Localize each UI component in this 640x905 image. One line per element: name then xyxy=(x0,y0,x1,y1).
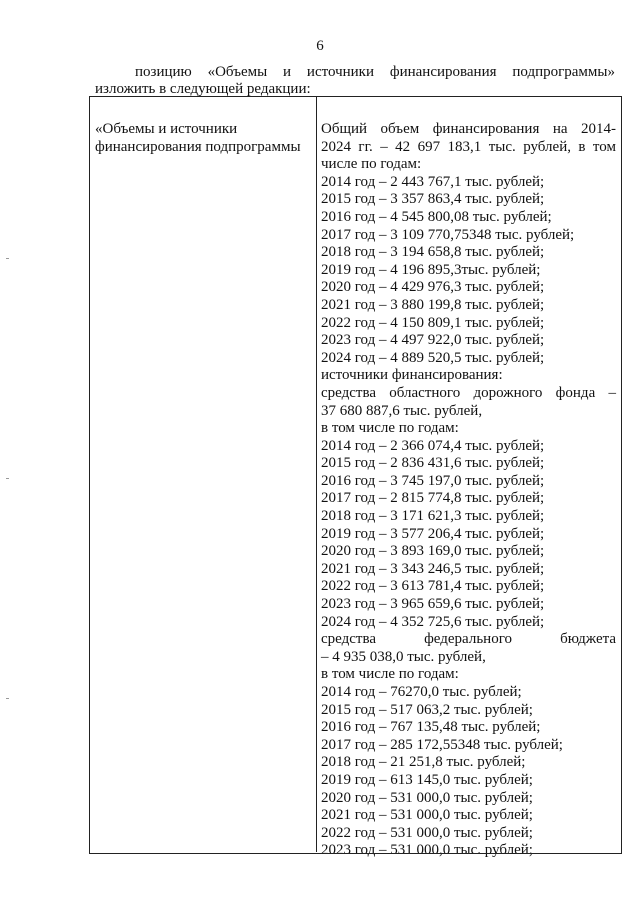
year-line: 2021 год – 531 000,0 тыс. рублей; xyxy=(321,807,533,824)
total-line-2: 2024 гг. – 42 697 183,1 тыс. рублей, в том xyxy=(321,138,616,155)
year-line: 2016 год – 3 745 197,0 тыс. рублей; xyxy=(321,472,545,489)
year-line: 2014 год – 2 366 074,4 тыс. рублей; xyxy=(321,437,545,454)
year-line: 2015 год – 517 063,2 тыс. рублей; xyxy=(321,701,533,718)
road-fund-by-year-list xyxy=(321,438,616,632)
total-by-year-list xyxy=(321,174,616,368)
year-line: 2014 год – 76270,0 тыс. рублей; xyxy=(321,684,522,700)
intro-line-1: позицию «Объемы и источники финансирования подпрограммы» xyxy=(135,64,615,80)
federal-line-2: – 4 935 038,0 тыс. рублей, xyxy=(321,648,486,665)
year-line: 2019 год – 3 577 206,4 тыс. рублей; xyxy=(321,525,545,542)
year-line: 2020 год – 4 429 976,3 тыс. рублей; xyxy=(321,279,545,296)
year-line: 2017 год – 285 172,55348 тыс. рублей; xyxy=(321,736,563,753)
year-line: 2019 год – 613 145,0 тыс. рублей; xyxy=(321,771,533,788)
year-line: 2015 год – 2 836 431,6 тыс. рублей; xyxy=(321,455,545,472)
year-line: 2017 год – 2 815 774,8 тыс. рублей; xyxy=(321,490,545,507)
page-number: 6 xyxy=(316,38,324,54)
year-line: 2018 год – 21 251,8 тыс. рублей; xyxy=(321,754,526,771)
year-line: 2023 год – 3 965 659,6 тыс. рублей; xyxy=(321,596,545,613)
year-line: 2016 год – 767 135,48 тыс. рублей; xyxy=(321,719,541,736)
road-fund-line-2: 37 680 887,6 тыс. рублей, xyxy=(321,402,483,419)
federal-by-year-list xyxy=(321,684,616,860)
year-line: 2019 год – 4 196 895,3тыс. рублей; xyxy=(321,261,541,278)
scan-edge-mark xyxy=(6,698,9,699)
year-line: 2023 год – 4 497 922,0 тыс. рублей; xyxy=(321,332,545,349)
year-line: 2022 год – 531 000,0 тыс. рублей; xyxy=(321,824,533,841)
year-line: 2015 год – 3 357 863,4 тыс. рублей; xyxy=(321,191,545,208)
year-line: 2018 год – 3 171 621,3 тыс. рублей; xyxy=(321,508,545,525)
year-line: 2021 год – 3 343 246,5 тыс. рублей; xyxy=(321,560,545,577)
scan-edge-mark xyxy=(6,478,9,479)
year-line: 2024 год – 4 352 725,6 тыс. рублей; xyxy=(321,613,545,630)
year-line: 2022 год – 4 150 809,1 тыс. рублей; xyxy=(321,314,545,331)
year-line: 2018 год – 3 194 658,8 тыс. рублей; xyxy=(321,244,545,261)
table-right-cell xyxy=(321,121,616,860)
year-line: 2023 год – 531 000,0 тыс. рублей; xyxy=(321,842,533,859)
year-line: 2021 год – 3 880 199,8 тыс. рублей; xyxy=(321,296,545,313)
table-column-divider xyxy=(316,96,317,852)
left-cell-line-2: финансирования подпрограммы xyxy=(95,138,301,155)
year-line: 2014 год – 2 443 767,1 тыс. рублей; xyxy=(321,173,545,190)
total-line-1: Общий объем финансирования на 2014- xyxy=(321,121,616,137)
total-line-3: числе по годам: xyxy=(321,156,422,173)
year-line: 2016 год – 4 545 800,08 тыс. рублей; xyxy=(321,208,552,225)
intro-line-2: изложить в следующей редакции: xyxy=(95,81,311,97)
year-line: 2020 год – 531 000,0 тыс. рублей; xyxy=(321,789,533,806)
year-line: 2020 год – 3 893 169,0 тыс. рублей; xyxy=(321,543,545,560)
federal-years-heading: в том числе по годам: xyxy=(321,666,459,683)
year-line: 2024 год – 4 889 520,5 тыс. рублей; xyxy=(321,349,545,366)
road-fund-years-heading: в том числе по годам: xyxy=(321,420,459,437)
sources-heading: источники финансирования: xyxy=(321,367,503,384)
left-cell-line-1: «Объемы и источники xyxy=(95,121,238,137)
intro-paragraph xyxy=(95,64,615,98)
year-line: 2017 год – 3 109 770,75348 тыс. рублей; xyxy=(321,226,575,243)
year-line: 2022 год – 3 613 781,4 тыс. рублей; xyxy=(321,578,545,595)
footer-rule xyxy=(89,853,622,854)
scan-edge-mark xyxy=(6,258,9,259)
federal-line-1: средства федерального бюджета xyxy=(321,631,616,648)
table-left-cell xyxy=(95,121,310,156)
road-fund-line-1: средства областного дорожного фонда – xyxy=(321,384,616,401)
